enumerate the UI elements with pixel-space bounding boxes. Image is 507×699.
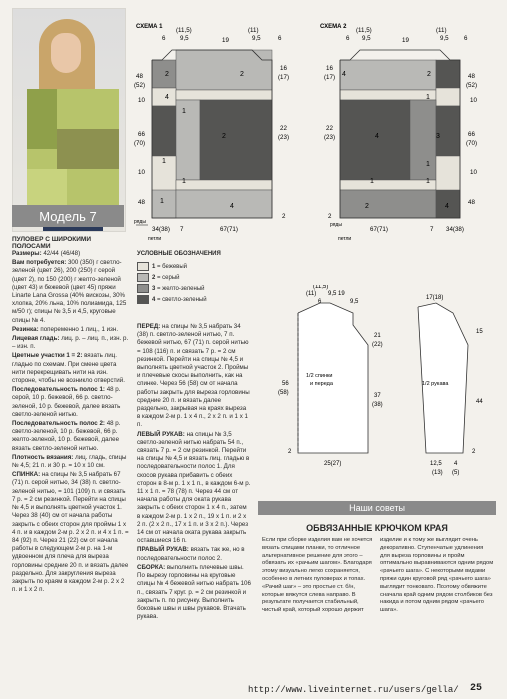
scheme1-left-dim: (70) xyxy=(134,140,146,147)
scheme1-right-dim: 2 xyxy=(282,213,286,220)
body-top-dim: 9,5 xyxy=(328,291,337,297)
legend-label: = серый xyxy=(157,275,180,282)
scheme2-loops-label: петли xyxy=(338,236,352,242)
scheme2-left-dim: 22 xyxy=(326,125,333,132)
scheme2-top-dim: 9,5 xyxy=(362,35,371,42)
scheme2-block-number: 3 xyxy=(436,133,440,140)
scheme1-block-number: 1 xyxy=(162,158,166,165)
paragraph-lead: Цветные участки 1 = 2: xyxy=(12,352,83,360)
paragraph-lead: ПЕРЕД: xyxy=(137,323,161,330)
paragraph-text: на спицы № 3,5 набрать 67 (71) п. серой нитью, 34 (38) п. светло-зеленой нитью, = 101 (109) п. и связать 7 р. = 2 см резинкой. Перейти на спицы № 4,5 и выполнять цветной участок 1. Через 38 (40) см от начала работы закрыть с обеих сторон для проймы 1 х 4 п. и в каждом 2-м р. 2 х 2 п. и 4 х 1 п. = 84 (92) п. Через 21 (22) см от начала работы в следующем 2-м р. на 1-м удвоенном для плеча для выреза горловины средние 20 п. и вязать далее раздельно. Для закругления выреза закрыть по краям в каждом 2-м р. 2 х 2 п. и 1 х 2 п. xyxy=(12,471,129,594)
scheme-block xyxy=(152,60,176,88)
paragraph xyxy=(12,352,130,385)
body-top-dim: (11,5) xyxy=(313,285,329,290)
scheme2-right-dim: 10 xyxy=(470,169,477,176)
paragraph-lead: Вам потребуется: xyxy=(12,259,67,267)
scheme1-block-number: 4 xyxy=(230,203,234,210)
paragraph-text: попеременно 1 лиц., 1 изн. xyxy=(38,325,119,333)
scheme-block xyxy=(340,100,410,180)
body-top-dim: 6 xyxy=(318,299,322,305)
scheme1-right-dim: 22 xyxy=(280,125,287,132)
paragraph-text: вязать лиц. гладью по схемам. При смене цвета нити перекрещивать нити на изн. стороне, чтобы не возникло отверстий. xyxy=(12,352,125,385)
scheme2-left-dim: 2 xyxy=(328,213,332,220)
scheme2-block-number: 4 xyxy=(445,203,449,210)
scheme2-bottom-dim: 34(38) xyxy=(446,226,464,233)
scheme2-top-dim: 6 xyxy=(464,35,468,42)
scheme1-right-dim: 16 xyxy=(280,65,287,72)
scheme-block xyxy=(436,106,460,156)
paragraph xyxy=(12,335,130,351)
scheme1-top-dim: 9,5 xyxy=(180,35,189,42)
scheme1-block-number: 2 xyxy=(222,133,226,140)
middle-column-text xyxy=(137,323,251,622)
paragraph-text: 48 р. светло-зеленой, 10 р. бежевой, 66 р. желто-зеленой, 10 р. бежевой, далее вязать светло-зеленой нитью. xyxy=(12,420,121,452)
legend xyxy=(137,262,207,306)
scheme2-bottom-dim: 67(71) xyxy=(370,226,388,233)
paragraph-lead: Последовательность полос 2: xyxy=(12,420,105,428)
scheme1-bottom-dim: 67(71) xyxy=(220,226,238,233)
scheme1-top-dim: 6 xyxy=(162,35,166,42)
paragraph-lead: Плотность вязания: xyxy=(12,453,74,461)
body-right-dim: (38) xyxy=(372,402,383,408)
sleeve-bottom-dim: (13) xyxy=(432,470,443,476)
paragraph-lead: Резинка: xyxy=(12,325,39,333)
scheme-block xyxy=(340,90,436,100)
scheme1-top-dim: 19 xyxy=(222,37,229,44)
scheme1-block-number: 4 xyxy=(165,94,169,101)
paragraph-lead: СБОРКА: xyxy=(137,563,166,571)
legend-number: 1 xyxy=(152,264,158,271)
tips-column-1: Если при сборке изделия вам не хочется вязать спицами планки, то отличное альтернативное решение для этого – обвязать их «рачьим шагом». Благодаря этому визуально легко сохраняется, особенно в летних пуловерах и топах. «Рачий шаг» – это простые ст. б/н, которые вяжутся слева направо. В результате получается стабильный, чистый край, который хорошо держит xyxy=(262,537,373,614)
scheme-block xyxy=(176,90,272,100)
paragraph-text: на спицы № 3,5 набрать 34 (38) п. светло-зеленой нитью, 7 п. бежевой нитью, 67 (71) п. серой нитью = 108 (116) п. и связать 7 р. = 2 см резинкой. Перейти на спицы № 4,5 и выполнять цветной участок 2. Проймы и плечевые скосы выполнить, как на спинке. Через 56 (58) см от начала работы закрыть для выреза горловины средние 20 п. и вязать далее раздельно, закрывая на краях выреза в каждом 2-м р. 1 х 4 п., 2 х 2 п. и 1 х 1 п. xyxy=(137,323,250,429)
scheme1-bottom-dim: 34(38) xyxy=(152,226,170,233)
scheme1-top-dim: 6 xyxy=(278,35,282,42)
body-top-dim: (11) xyxy=(306,291,317,297)
scheme2-block-number: 1 xyxy=(370,178,374,185)
scheme2-right-dim: 10 xyxy=(470,97,477,104)
scheme1-right-dim: (17) xyxy=(278,74,290,81)
paragraph xyxy=(137,323,251,430)
scheme1-left-dim: 10 xyxy=(138,97,145,104)
scheme1-left-dim: (52) xyxy=(134,82,146,89)
page-number: 25 xyxy=(470,683,483,694)
body-center-label: 1/2 спинки xyxy=(306,373,333,379)
legend-label: = желто-зеленый xyxy=(157,286,205,293)
paragraph xyxy=(12,471,130,594)
paragraph-lead: Лицевая гладь: xyxy=(12,335,60,343)
paragraph xyxy=(137,546,251,562)
scheme2-top-dim: 9,5 xyxy=(440,35,449,42)
paragraph xyxy=(137,564,251,621)
body-small-dim: 2 xyxy=(288,449,292,455)
scheme2-block-number: 1 xyxy=(426,178,430,185)
scheme2-top-dim: 19 xyxy=(402,37,409,44)
scheme-block xyxy=(340,180,436,190)
scheme2-left-dim: (23) xyxy=(324,134,336,141)
scheme-block xyxy=(152,88,176,106)
scheme2-block-number: 4 xyxy=(375,133,379,140)
body-side-dim: (58) xyxy=(278,390,289,396)
scheme2-top-dim: (11) xyxy=(436,27,447,34)
scheme-block xyxy=(340,60,436,90)
paragraph-text: выполнить плечевые швы. По вырезу горловины на круговые спицы № 4 бежевой нитью набрать 106 п., связать 7 круг. р. = 2 см резинкой и закрыть п. по рисунку. Выполнить боковые швы и швы рукавов. Втачать рукава. xyxy=(137,563,251,621)
paragraph xyxy=(12,454,130,470)
scheme-block xyxy=(152,190,176,218)
scheme1-block-number: 1 xyxy=(182,108,186,115)
legend-swatch xyxy=(137,295,149,304)
scheme1-block-number: 2 xyxy=(240,71,244,78)
legend-label: = бежевый xyxy=(157,264,188,271)
paragraph-text: 42/44 (46/48) xyxy=(41,250,81,257)
legend-item xyxy=(137,284,207,295)
scheme2-right-dim: 66 xyxy=(468,131,475,138)
body-right-dim: 37 xyxy=(374,393,381,399)
scheme2-block-number: 4 xyxy=(342,71,346,78)
sleeve-top-dim: 17(18) xyxy=(426,295,444,301)
paragraph xyxy=(12,326,130,334)
footer-url[interactable]: http://www.liveinternet.ru/users/gella/ xyxy=(248,685,459,695)
scheme1-block-number: 1 xyxy=(160,198,164,205)
scheme-block xyxy=(176,100,200,180)
scheme2-top-dim: 6 xyxy=(346,35,350,42)
scheme2-block-number: 2 xyxy=(365,203,369,210)
scheme1-top-dim: (11,5) xyxy=(176,27,192,34)
paragraph-text: лиц. гладь, спицы № 4,5; 21 п. и 30 р. = 10 х 10 см. xyxy=(12,453,127,470)
paragraph-lead: ЛЕВЫЙ РУКАВ: xyxy=(137,430,185,438)
legend-item xyxy=(137,295,207,306)
scheme1-loops-label: петли xyxy=(148,236,162,242)
sleeve-right-dim: 2 xyxy=(472,449,476,455)
legend-item xyxy=(137,273,207,284)
paragraph-text: на спицы № 3,5 светло-зеленой нитью набрать 54 п., связать 7 р. = 2 см резинкой. Перейти на спицы № 4,5 и вязать лиц. гладью в последовательности полос 1. Для скосов рукава прибавить с обеих сторон в 8-м р. 1 х 1 п., в каждом 6-м р. 11 х 1 п. = 78 (78) п. Через 44 см от начала работы для оката рукава закрыть с обеих сторон 1 х 4 п., затем в каждом 2-м р. 1 х 2 п., 19 х 1 п. и 2 х 2 п. (2 х 2 п., 17 х 1 п. и 3 х 2 п.). Через 14 см от начала оката рукава закрыть оставшиеся 16 п. xyxy=(137,430,251,545)
scheme-block xyxy=(436,60,460,88)
sleeve-piece-outline xyxy=(418,303,468,453)
scheme2-bottom-dim: 7 xyxy=(430,226,434,233)
scheme1-left-dim: 48 xyxy=(136,73,143,80)
body-right-dim: 21 xyxy=(374,333,381,339)
model-label: Модель 7 xyxy=(12,205,124,227)
paragraph xyxy=(12,250,130,258)
paragraph-text: лиц. р. – лиц. п., изн. р. – изн. п. xyxy=(12,335,129,351)
scheme2-right-dim: 48 xyxy=(468,199,475,206)
tips-column-2: изделие и к тому же выглядит очень декоративно. Ступенчатые удлинения для выреза горловины и пройм оптимально выравниваются одним рядом «рачьего шага». С некоторыми видами пряжи один круговой ряд «рачьего шага» выглядит тонковато. Поэтому обвяжите сначала край одним рядом столбиков без накида и потом одним рядом «рачьего шага». xyxy=(380,537,494,614)
schemes-svg xyxy=(130,18,507,250)
scheme2-block-number: 2 xyxy=(427,71,431,78)
sleeve-center-label: 1/2 рукава xyxy=(422,381,449,387)
sleeve-right-dim: 15 xyxy=(476,329,483,335)
paragraph-lead: ПРАВЫЙ РУКАВ: xyxy=(137,546,189,554)
legend-swatch xyxy=(137,273,149,282)
body-top-dim: 19 xyxy=(338,291,345,297)
scheme2-left-dim: (17) xyxy=(324,74,336,81)
scheme1-top-dim: (11) xyxy=(248,27,259,34)
legend-item xyxy=(137,262,207,273)
scheme1-label: СХЕМА 1 xyxy=(136,24,163,30)
scheme-block xyxy=(200,100,272,180)
scheme2-label: СХЕМА 2 xyxy=(320,24,347,30)
scheme1-top-dim: 9,5 xyxy=(252,35,261,42)
scheme2-left-dim: 16 xyxy=(326,65,333,72)
tips-title: ОБВЯЗАННЫЕ КРЮЧКОМ КРАЯ xyxy=(306,523,448,533)
scheme1-right-dim: (23) xyxy=(278,134,290,141)
sleeve-small-dim: (5) xyxy=(452,470,460,476)
pattern-title: ПУЛОВЕР С ШИРОКИМИ ПОЛОСАМИ xyxy=(12,236,91,250)
scheme-block xyxy=(436,88,460,106)
paragraph-lead: СПИНКА: xyxy=(12,471,41,479)
paragraph-text: 48 р. серой, 10 р. бежевой, 66 р. светло-зеленой, 10 р. бежевой, далее вязать светло-зеленой нитью. xyxy=(12,386,121,418)
legend-number: 4 xyxy=(152,297,158,304)
left-column-text xyxy=(12,250,130,595)
legend-swatch xyxy=(137,262,149,271)
scheme-block xyxy=(410,100,436,180)
paragraph-lead: Последовательность полос 1: xyxy=(12,386,105,394)
sleeve-right-dim: 44 xyxy=(476,399,483,405)
legend-swatch xyxy=(137,284,149,293)
scheme1-bottom-dim: 7 xyxy=(180,226,184,233)
legend-number: 2 xyxy=(152,275,158,282)
scheme1-rows-label: ряды xyxy=(134,219,146,225)
paragraph xyxy=(12,259,130,325)
scheme1-block-number: 1 xyxy=(182,178,186,185)
legend-label: = светло-зеленый xyxy=(157,297,207,304)
scheme1-block-number: 2 xyxy=(165,71,169,78)
scheme1-left-dim: 10 xyxy=(138,169,145,176)
scheme2-right-dim: 48 xyxy=(468,73,475,80)
legend-number: 3 xyxy=(152,286,158,293)
paragraph xyxy=(12,420,130,453)
pattern-pieces-svg xyxy=(258,285,503,495)
scheme-block xyxy=(176,190,272,218)
scheme2-top-dim: (11,5) xyxy=(356,27,372,34)
scheme-block xyxy=(340,190,436,218)
scheme2-rows-label: ряды xyxy=(330,222,342,228)
scheme2-right-dim: (52) xyxy=(466,82,478,89)
scheme-block xyxy=(152,106,176,156)
scheme2-block-number: 1 xyxy=(426,94,430,101)
paragraph-text: вязать так же, но в последовательности полос 2. xyxy=(137,546,245,562)
sleeve-bottom-dim: 12,5 xyxy=(430,461,442,467)
paragraph-text: 300 (350) г светло-зеленой (цвет 26), 200 (250) г серой (цвет 2), по 150 (200) г желто-зеленой (цвет 43) и бежевой (цвет 45) пряжи Linarte Lana Grossa (40% вискозы, 30% хлопка, 20% льна, 10% полиамида, 125 м/50 г); спицы № 3,5 и 4,5, круговые спицы № 4. xyxy=(12,259,127,324)
scheme2-right-dim: (70) xyxy=(466,140,478,147)
body-right-dim: (22) xyxy=(372,342,383,348)
body-center-label: и переда xyxy=(310,381,333,387)
paragraph xyxy=(137,431,251,546)
model-photo xyxy=(12,8,126,232)
tips-header: Наши советы xyxy=(258,501,496,515)
body-top-dim: 9,5 xyxy=(350,299,359,305)
body-side-dim: 56 xyxy=(282,381,289,387)
paragraph xyxy=(12,386,130,419)
paragraph-lead: Размеры: xyxy=(12,250,42,257)
scheme2-block-number: 1 xyxy=(426,161,430,168)
footer xyxy=(0,683,507,699)
scheme1-left-dim: 48 xyxy=(138,199,145,206)
legend-title: УСЛОВНЫЕ ОБОЗНАЧЕНИЯ xyxy=(137,251,221,257)
body-bottom-dim: 25(27) xyxy=(324,461,342,467)
scheme-block xyxy=(176,180,272,190)
sleeve-small-dim: 4 xyxy=(454,461,458,467)
scheme1-left-dim: 66 xyxy=(138,131,145,138)
